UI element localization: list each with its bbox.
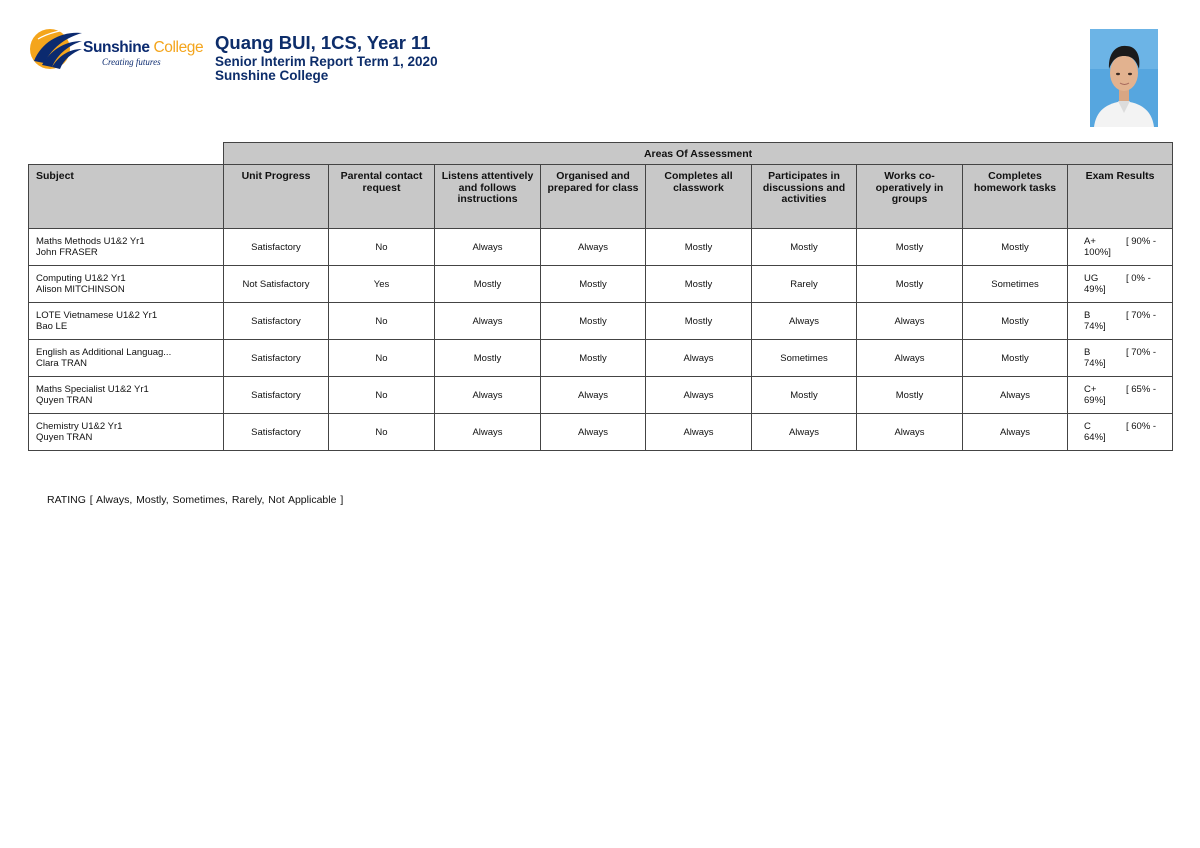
listens-cell: Always (435, 414, 541, 451)
column-header-homework: Completes homework tasks (963, 165, 1068, 229)
group-header-row (29, 143, 1173, 165)
organised-cell: Always (541, 377, 646, 414)
teacher-name: Quyen TRAN (36, 395, 93, 406)
sun-wave-emblem-icon (28, 27, 84, 73)
exam-result-cell (1068, 303, 1173, 340)
exam-grade: UG (1084, 272, 1099, 284)
report-header (215, 34, 438, 83)
logo-wordmark (83, 39, 203, 57)
areas-of-assessment-header: Areas Of Assessment (224, 143, 1173, 165)
subject-cell (29, 340, 224, 377)
student-photo (1090, 29, 1158, 127)
subject-name: Computing U1&2 Yr1 (36, 272, 126, 284)
unit-progress-cell: Satisfactory (224, 414, 329, 451)
subject-cell (29, 377, 224, 414)
unit-progress-cell: Satisfactory (224, 229, 329, 266)
exam-grade: A+ (1084, 235, 1096, 247)
participates-cell: Mostly (752, 377, 857, 414)
logo-word-college: College (153, 39, 204, 56)
subject-cell (29, 303, 224, 340)
works-cooperatively-cell: Mostly (857, 266, 963, 303)
table-row (29, 377, 1173, 414)
works-cooperatively-cell: Always (857, 303, 963, 340)
report-subtitle: Senior Interim Report Term 1, 2020 (215, 53, 438, 69)
exam-range-end: 74%] (1084, 321, 1106, 332)
homework-cell: Sometimes (963, 266, 1068, 303)
table-row (29, 303, 1173, 340)
exam-range-end: 69%] (1084, 395, 1106, 406)
organised-cell: Always (541, 229, 646, 266)
organised-cell: Mostly (541, 303, 646, 340)
teacher-name: Clara TRAN (36, 358, 88, 369)
column-header-row (29, 165, 1173, 229)
unit-progress-cell: Not Satisfactory (224, 266, 329, 303)
teacher-name: Quyen TRAN (36, 432, 93, 443)
exam-range-start: [ 0% - (1126, 272, 1151, 284)
homework-cell: Mostly (963, 340, 1068, 377)
organised-cell: Always (541, 414, 646, 451)
exam-range-end: 49%] (1084, 284, 1106, 295)
exam-range-end: 74%] (1084, 358, 1106, 369)
subject-cell (29, 266, 224, 303)
exam-result-cell (1068, 340, 1173, 377)
logo-word-sunshine: Sunshine (83, 39, 150, 56)
exam-range-start: [ 65% - (1126, 383, 1157, 395)
organised-cell: Mostly (541, 340, 646, 377)
participates-cell: Mostly (752, 229, 857, 266)
table-row (29, 414, 1173, 451)
exam-result-cell (1068, 229, 1173, 266)
subject-name: Maths Methods U1&2 Yr1 (36, 235, 145, 247)
participates-cell: Rarely (752, 266, 857, 303)
table-row (29, 266, 1173, 303)
exam-result-cell (1068, 266, 1173, 303)
column-header-organised: Organised and prepared for class (541, 165, 646, 229)
parental-contact-cell: Yes (329, 266, 435, 303)
classwork-cell: Mostly (646, 266, 752, 303)
column-header-works-cooperatively: Works co-operatively in groups (857, 165, 963, 229)
table-row (29, 340, 1173, 377)
participates-cell: Sometimes (752, 340, 857, 377)
exam-grade: B (1084, 346, 1091, 358)
exam-grade: C (1084, 420, 1091, 432)
works-cooperatively-cell: Always (857, 414, 963, 451)
listens-cell: Mostly (435, 266, 541, 303)
unit-progress-cell: Satisfactory (224, 377, 329, 414)
works-cooperatively-cell: Mostly (857, 377, 963, 414)
homework-cell: Always (963, 377, 1068, 414)
assessment-table (28, 142, 1173, 451)
classwork-cell: Always (646, 377, 752, 414)
homework-cell: Always (963, 414, 1068, 451)
parental-contact-cell: No (329, 377, 435, 414)
participates-cell: Always (752, 414, 857, 451)
sunshine-college-logo (28, 27, 206, 73)
column-header-subject: Subject (29, 165, 224, 229)
column-header-parental-contact: Parental contact request (329, 165, 435, 229)
parental-contact-cell: No (329, 303, 435, 340)
classwork-cell: Mostly (646, 303, 752, 340)
school-name: Sunshine College (215, 68, 329, 83)
column-header-classwork: Completes all classwork (646, 165, 752, 229)
student-title: Quang BUI, 1CS, Year 11 (215, 32, 431, 53)
participates-cell: Always (752, 303, 857, 340)
exam-range-start: [ 70% - (1126, 346, 1157, 358)
works-cooperatively-cell: Always (857, 340, 963, 377)
exam-range-start: [ 70% - (1126, 309, 1157, 321)
listens-cell: Always (435, 377, 541, 414)
teacher-name: John FRASER (36, 247, 98, 258)
homework-cell: Mostly (963, 303, 1068, 340)
classwork-cell: Always (646, 414, 752, 451)
homework-cell: Mostly (963, 229, 1068, 266)
subject-name: LOTE Vietnamese U1&2 Yr1 (36, 309, 158, 321)
listens-cell: Always (435, 303, 541, 340)
teacher-name: Alison MITCHINSON (36, 284, 125, 295)
exam-grade: B (1084, 309, 1091, 321)
logo-tagline: Creating futures (102, 57, 161, 67)
subject-name: Chemistry U1&2 Yr1 (36, 420, 123, 432)
listens-cell: Mostly (435, 340, 541, 377)
works-cooperatively-cell: Mostly (857, 229, 963, 266)
column-header-exam-results: Exam Results (1068, 165, 1173, 229)
unit-progress-cell: Satisfactory (224, 340, 329, 377)
exam-grade: C+ (1084, 383, 1097, 395)
parental-contact-cell: No (329, 229, 435, 266)
blank-corner-cell (29, 143, 224, 165)
classwork-cell: Mostly (646, 229, 752, 266)
subject-name: Maths Specialist U1&2 Yr1 (36, 383, 149, 395)
exam-range-start: [ 90% - (1126, 235, 1157, 247)
column-header-participates: Participates in discussions and activities (752, 165, 857, 229)
subject-cell (29, 229, 224, 266)
table-row (29, 229, 1173, 266)
exam-result-cell (1068, 377, 1173, 414)
unit-progress-cell: Satisfactory (224, 303, 329, 340)
subject-name: English as Additional Languag... (36, 346, 172, 358)
exam-range-end: 100%] (1084, 247, 1111, 258)
parental-contact-cell: No (329, 414, 435, 451)
exam-result-cell (1068, 414, 1173, 451)
rating-legend: RATING [ Always, Mostly, Sometimes, Rarely, Not Applicable ] (47, 494, 344, 506)
column-header-unit-progress: Unit Progress (224, 165, 329, 229)
subject-cell (29, 414, 224, 451)
classwork-cell: Always (646, 340, 752, 377)
exam-range-end: 64%] (1084, 432, 1106, 443)
column-header-listens: Listens attentively and follows instructions (435, 165, 541, 229)
exam-range-start: [ 60% - (1126, 420, 1157, 432)
organised-cell: Mostly (541, 266, 646, 303)
teacher-name: Bao LE (36, 321, 68, 332)
parental-contact-cell: No (329, 340, 435, 377)
listens-cell: Always (435, 229, 541, 266)
